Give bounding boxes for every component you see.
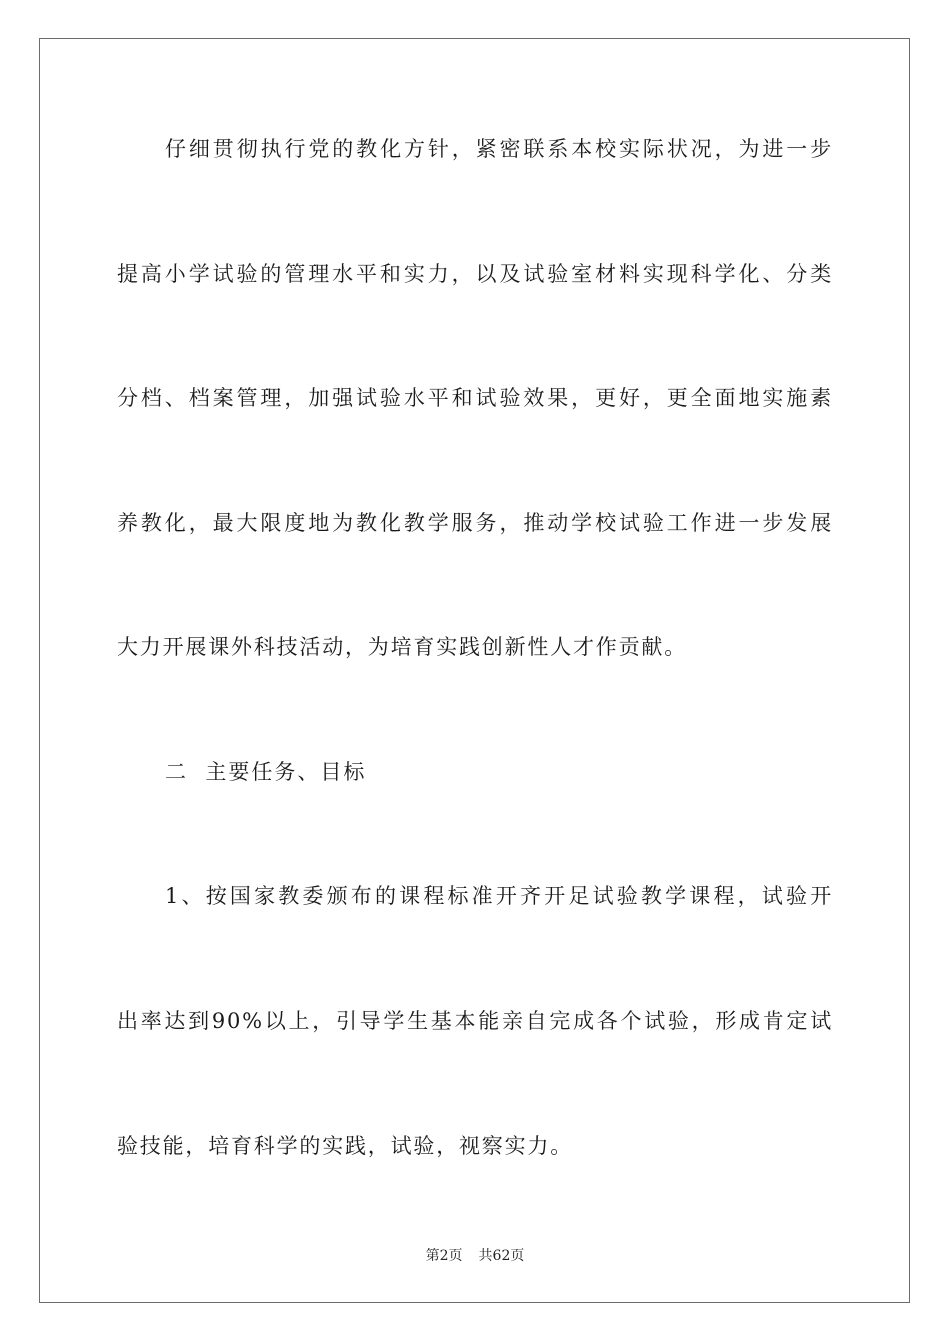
page-number-current: 第2页 [425, 1248, 463, 1264]
page-footer [0, 1246, 950, 1266]
paragraph-line-4: 养教化，最大限度地为教化教学服务，推动学校试验工作进一步发展 [117, 511, 833, 535]
paragraph-line-8: 验技能，培育科学的实践，试验，视察实力。 [117, 1134, 573, 1158]
paragraph-line-1: 仔细贯彻执行党的教化方针，紧密联系本校实际状况，为进一步 [165, 137, 833, 161]
section-heading: 二 主要任务、目标 [165, 760, 367, 784]
page-border [39, 38, 910, 1303]
paragraph-line-6: 1、按国家教委颁布的课程标准开齐开足试验教学课程，试验开 [165, 884, 833, 908]
paragraph-line-2: 提高小学试验的管理水平和实力，以及试验室材料实现科学化、分类 [117, 262, 833, 286]
paragraph-line-5: 大力开展课外科技活动，为培育实践创新性人才作贡献。 [117, 635, 687, 659]
paragraph-line-7: 出率达到90%以上，引导学生基本能亲自完成各个试验，形成肯定试 [117, 1009, 833, 1033]
page-number-total: 共62页 [478, 1248, 525, 1264]
paragraph-line-3: 分档、档案管理，加强试验水平和试验效果，更好，更全面地实施素 [117, 386, 833, 410]
